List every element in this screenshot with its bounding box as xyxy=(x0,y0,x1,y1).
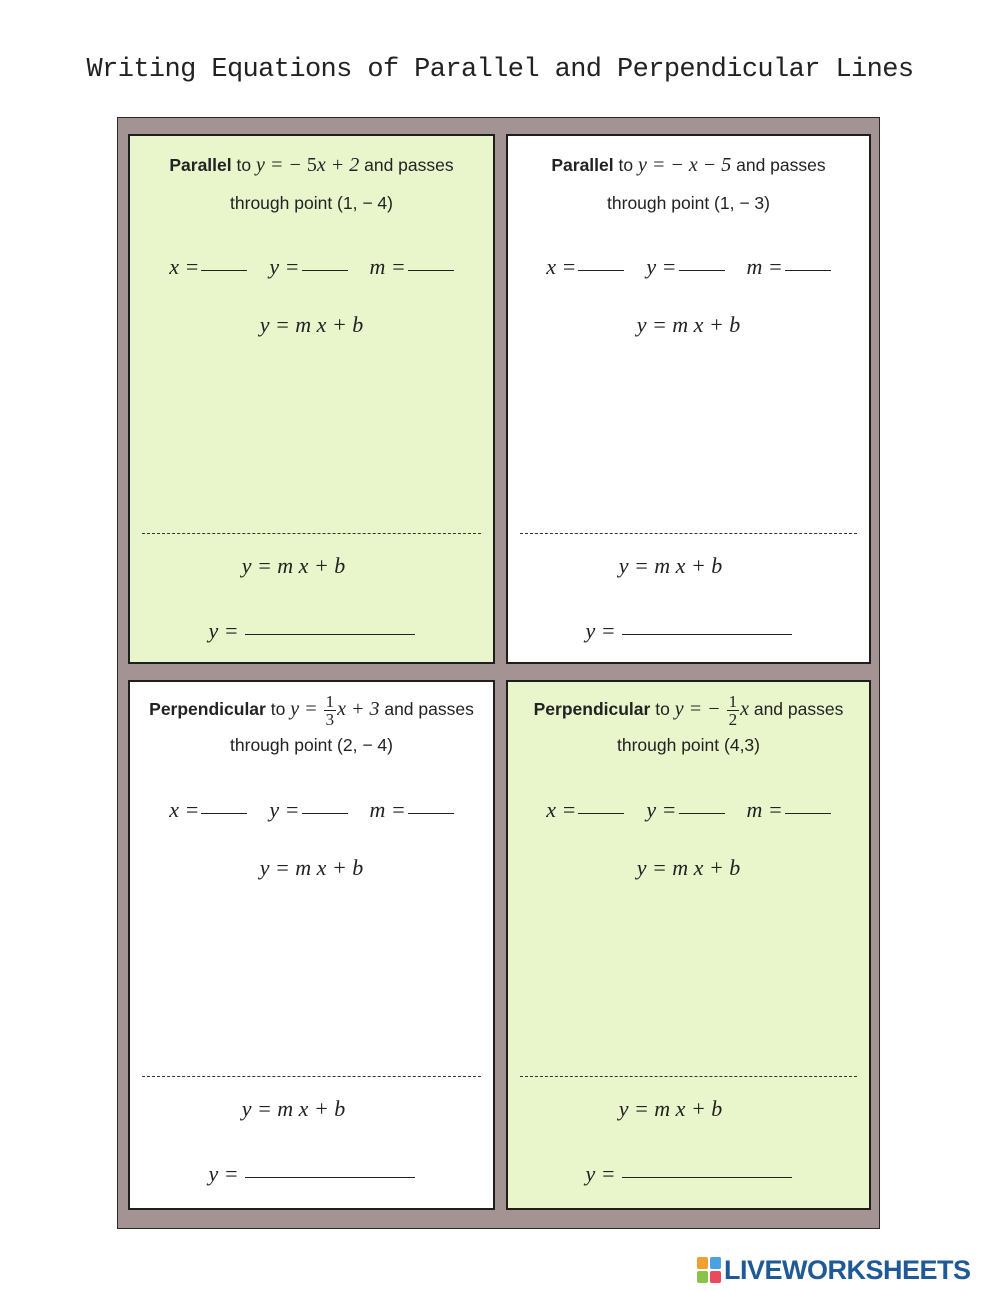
slope-intercept-form: y = m x + b xyxy=(259,312,364,337)
slope-intercept-form: y = m x + b xyxy=(259,855,364,880)
line-equation: y = − x − 5 xyxy=(638,154,732,176)
liveworksheets-logo[interactable] xyxy=(697,1252,971,1288)
m-blank[interactable]: m = xyxy=(747,254,831,280)
slope-intercept-form: y = m x + b xyxy=(636,312,741,337)
m-blank[interactable]: m = xyxy=(370,254,454,280)
point-text: through point (1, − 3) xyxy=(607,193,770,213)
x-blank[interactable]: x = xyxy=(546,254,624,280)
answer-line[interactable]: y = xyxy=(130,618,493,644)
fraction: $\frac{1}{3}$ xyxy=(325,691,335,729)
line-equation: y = − $\frac{1}{2}$ x xyxy=(674,691,749,729)
y-blank[interactable]: y = xyxy=(269,254,347,280)
given-values-row xyxy=(508,797,869,823)
point-text: through point (2, − 4) xyxy=(230,734,393,755)
problem-card-1 xyxy=(128,134,495,664)
problem-prompt: Perpendicular to y = − $\frac{1}{2}$ x and passes through point (4,3) xyxy=(533,691,844,755)
problem-card-4 xyxy=(506,680,871,1210)
problem-card-2 xyxy=(506,134,871,664)
given-values-row xyxy=(508,254,869,280)
slope-intercept-form: y = m x + b xyxy=(636,855,741,880)
dashed-divider xyxy=(520,1076,857,1077)
line-equation: y = $\frac{1}{3}$ x + 3 xyxy=(290,691,380,729)
y-blank[interactable]: y = xyxy=(646,254,724,280)
x-blank[interactable]: x = xyxy=(546,797,624,823)
answer-line[interactable]: y = xyxy=(508,1161,869,1187)
m-blank[interactable]: m = xyxy=(370,797,454,823)
slope-intercept-form: y = m x + b xyxy=(241,1096,346,1121)
problem-kind: Perpendicular xyxy=(149,699,266,719)
worksheet-frame xyxy=(117,117,880,1229)
dashed-divider xyxy=(520,533,857,534)
given-values-row xyxy=(130,797,493,823)
logo-text: LIVEWORKSHEETS xyxy=(724,1254,971,1285)
logo-blocks-icon xyxy=(697,1257,721,1283)
point-text: through point (1, − 4) xyxy=(230,193,393,213)
problem-card-3 xyxy=(128,680,495,1210)
slope-intercept-form: y = m x + b xyxy=(241,553,346,578)
slope-intercept-form: y = m x + b xyxy=(618,553,723,578)
x-blank[interactable]: x = xyxy=(169,797,247,823)
worksheet-title: Writing Equations of Parallel and Perpendicular Lines xyxy=(86,55,914,85)
problem-kind: Parallel xyxy=(551,155,614,175)
dashed-divider xyxy=(142,1076,481,1077)
y-blank[interactable]: y = xyxy=(269,797,347,823)
given-values-row xyxy=(130,254,493,280)
slope-intercept-form: y = m x + b xyxy=(618,1096,723,1121)
problem-prompt: Perpendicular to y = $\frac{1}{3}$ x + 3 and passes through point (2, − 4) xyxy=(149,691,474,755)
problem-kind: Perpendicular xyxy=(533,699,651,719)
m-blank[interactable]: m = xyxy=(747,797,831,823)
line-equation: y = − 5x + 2 xyxy=(256,154,360,176)
problem-prompt: Parallel to y = − 5x + 2 and passes through point (1, − 4) xyxy=(169,154,454,213)
problem-prompt: Parallel to y = − x − 5 and passes through point (1, − 3) xyxy=(551,154,826,213)
answer-line[interactable]: y = xyxy=(130,1161,493,1187)
y-blank[interactable]: y = xyxy=(646,797,724,823)
dashed-divider xyxy=(142,533,481,534)
problem-kind: Parallel xyxy=(169,155,232,175)
answer-line[interactable]: y = xyxy=(508,618,869,644)
fraction: $\frac{1}{2}$ xyxy=(728,691,738,729)
x-blank[interactable]: x = xyxy=(169,254,247,280)
point-text: through point (4,3) xyxy=(616,734,760,755)
